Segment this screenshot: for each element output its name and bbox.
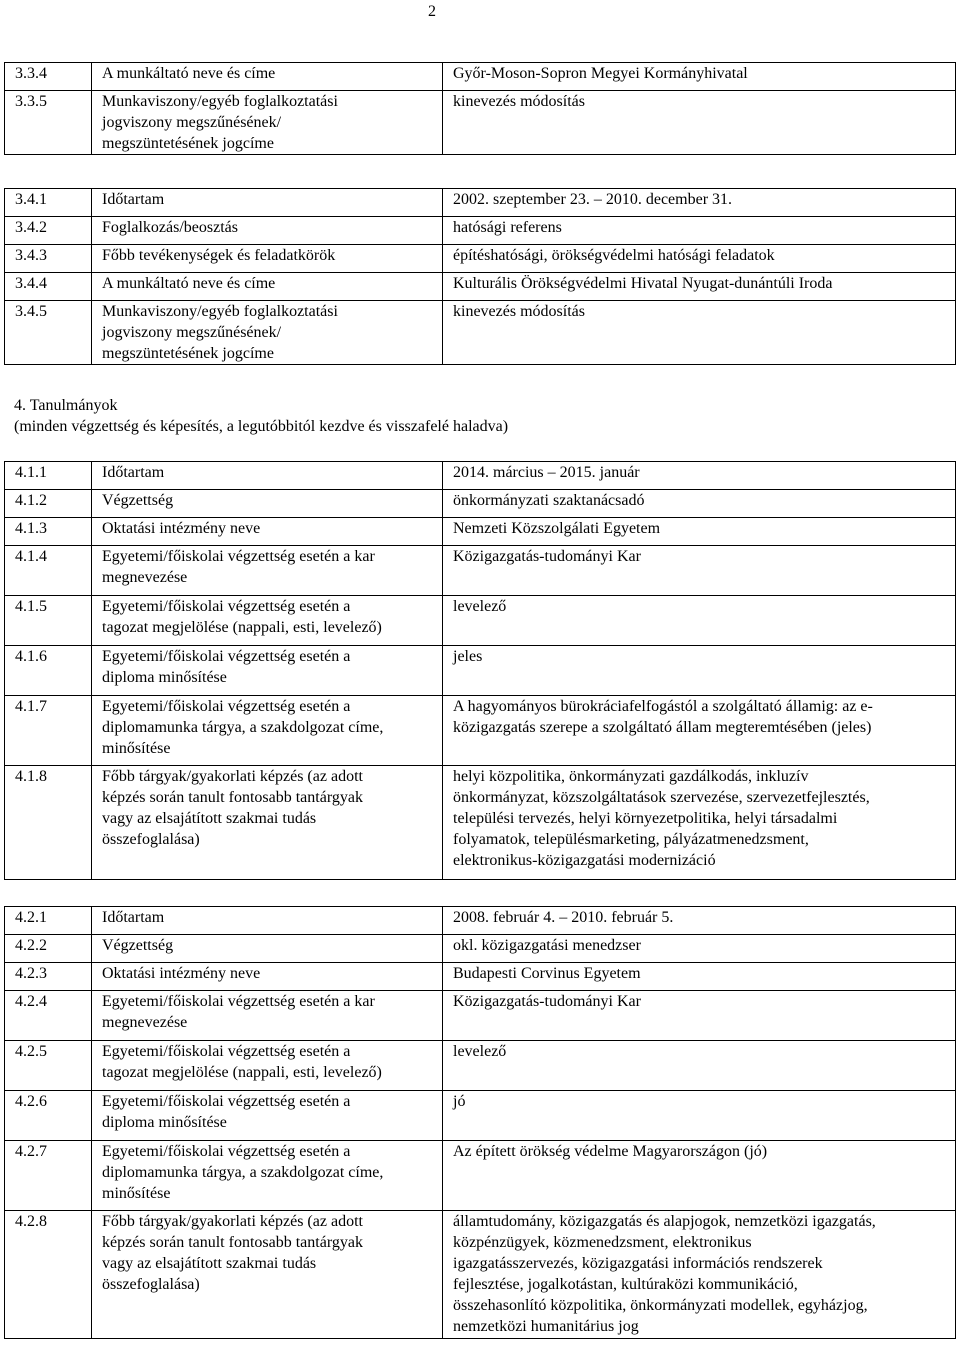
row-label: [92, 518, 443, 546]
row-value: [443, 462, 956, 490]
row-label: [92, 217, 443, 245]
table-row: [5, 646, 956, 696]
row-label: [92, 1141, 443, 1211]
label-line: A munkáltató neve és címe: [102, 65, 276, 82]
value-line: Az épített örökség védelme Magyarországon (jó): [453, 1143, 768, 1160]
row-label: [92, 963, 443, 991]
row-value: [443, 217, 956, 245]
row-value: [443, 646, 956, 696]
label-line: Főbb tevékenységek és feladatkörök: [102, 247, 336, 264]
row-value: [443, 518, 956, 546]
value-line: Kulturális Örökségvédelmi Hivatal Nyugat-dunántúli Iroda: [453, 275, 833, 292]
label-line: Munkaviszony/egyéb foglalkoztatási: [102, 303, 338, 320]
row-value: [443, 189, 956, 217]
row-label: [92, 245, 443, 273]
label-line: Munkaviszony/egyéb foglalkoztatási: [102, 93, 338, 110]
row-number: 4.1.1: [5, 462, 92, 490]
row-value: [443, 490, 956, 518]
value-line: építéshatósági, örökségvédelmi hatósági feladatok: [453, 247, 775, 264]
row-label: [92, 646, 443, 696]
value-line: összehasonlító közpolitika, önkormányzati modellek, egyházjog,: [453, 1297, 868, 1314]
value-line: hatósági referens: [453, 219, 562, 236]
label-line: Oktatási intézmény neve: [102, 965, 261, 982]
value-line: közpénzügyek, közmenedzsment, elektronikus: [453, 1234, 752, 1251]
label-line: megszüntetésének jogcíme: [102, 345, 274, 362]
value-line: közigazgatás szerepe a szolgáltató állam megteremtésében (jeles): [453, 719, 872, 736]
row-number: 4.1.6: [5, 646, 92, 696]
value-line: Közigazgatás-tudományi Kar: [453, 548, 641, 565]
table-row: [5, 1141, 956, 1211]
value-line: Budapesti Corvinus Egyetem: [453, 965, 641, 982]
row-number: 3.4.4: [5, 273, 92, 301]
label-line: Főbb tárgyak/gyakorlati képzés (az adott: [102, 768, 363, 785]
value-line: jeles: [453, 648, 483, 665]
row-label: [92, 907, 443, 935]
row-number: 4.1.2: [5, 490, 92, 518]
table-row: [5, 1041, 956, 1091]
table-row: [5, 907, 956, 935]
row-label: [92, 596, 443, 646]
value-line: kinevezés módosítás: [453, 303, 585, 320]
row-value: [443, 766, 956, 880]
employment-table-3-4: [4, 188, 956, 365]
row-value: [443, 301, 956, 365]
label-line: Időtartam: [102, 191, 165, 208]
row-number: 4.1.4: [5, 546, 92, 596]
label-line: összefoglalása): [102, 831, 200, 848]
value-line: elektronikus-közigazgatási modernizáció: [453, 852, 716, 869]
row-value: [443, 596, 956, 646]
page-number: 2: [428, 3, 436, 20]
value-line: okl. közigazgatási menedzser: [453, 937, 641, 954]
row-value: [443, 907, 956, 935]
label-line: tagozat megjelölése (nappali, esti, levelező): [102, 619, 382, 636]
label-line: Egyetemi/főiskolai végzettség esetén a: [102, 648, 351, 665]
row-number: 4.2.6: [5, 1091, 92, 1141]
label-line: képzés során tanult fontosabb tantárgyak: [102, 789, 363, 806]
employment-table-3-3: [4, 62, 956, 155]
row-number: 4.1.5: [5, 596, 92, 646]
table-row: [5, 518, 956, 546]
value-line: levelező: [453, 1043, 507, 1060]
label-line: megnevezése: [102, 569, 188, 586]
row-value: [443, 935, 956, 963]
row-value: [443, 696, 956, 766]
label-line: diplomamunka tárgya, a szakdolgozat címe,: [102, 1164, 384, 1181]
row-number: 4.2.3: [5, 963, 92, 991]
row-value: [443, 63, 956, 91]
label-line: Egyetemi/főiskolai végzettség esetén a: [102, 1043, 351, 1060]
label-line: Végzettség: [102, 937, 174, 954]
value-line: Győr-Moson-Sopron Megyei Kormányhivatal: [453, 65, 748, 82]
label-line: minősítése: [102, 740, 171, 757]
row-label: [92, 189, 443, 217]
label-line: Egyetemi/főiskolai végzettség esetén a kar: [102, 548, 375, 565]
label-line: Egyetemi/főiskolai végzettség esetén a: [102, 698, 351, 715]
section-title: 4. Tanulmányok: [14, 397, 118, 414]
label-line: vagy az elsajátított szakmai tudás: [102, 810, 317, 827]
row-number: 3.3.4: [5, 63, 92, 91]
table-row: [5, 462, 956, 490]
value-line: helyi közpolitika, önkormányzati gazdálkodás, inkluzív: [453, 768, 809, 785]
value-line: Közigazgatás-tudományi Kar: [453, 993, 641, 1010]
table-row: [5, 546, 956, 596]
row-label: [92, 696, 443, 766]
label-line: Foglalkozás/beosztás: [102, 219, 238, 236]
value-line: A hagyományos bürokráciafelfogástól a szolgáltató államig: az e-: [453, 698, 873, 715]
row-number: 4.2.2: [5, 935, 92, 963]
row-number: 3.3.5: [5, 91, 92, 155]
row-label: [92, 91, 443, 155]
row-number: 4.2.7: [5, 1141, 92, 1211]
section-subtitle: (minden végzettség és képesítés, a legutóbbitól kezdve és visszafelé haladva): [14, 418, 509, 435]
section-heading: [14, 395, 914, 437]
value-line: fejlesztése, jogalkotástan, kultúraközi kommunikáció,: [453, 1276, 798, 1293]
label-line: jogviszony megszűnésének/: [102, 114, 282, 131]
value-line: 2008. február 4. – 2010. február 5.: [453, 909, 674, 926]
table-row: [5, 91, 956, 155]
label-line: Egyetemi/főiskolai végzettség esetén a: [102, 1143, 351, 1160]
row-label: [92, 1091, 443, 1141]
label-line: Egyetemi/főiskolai végzettség esetén a: [102, 598, 351, 615]
row-value: [443, 1211, 956, 1339]
row-label: [92, 991, 443, 1041]
table-row: [5, 273, 956, 301]
row-value: [443, 546, 956, 596]
value-line: 2014. március – 2015. január: [453, 464, 640, 481]
row-value: [443, 91, 956, 155]
row-label: [92, 1041, 443, 1091]
education-table-4-2: [4, 906, 956, 1339]
table-row: [5, 963, 956, 991]
row-label: [92, 766, 443, 880]
value-line: települési tervezés, helyi környezetpolitika, helyi társadalmi: [453, 810, 838, 827]
row-number: 4.2.8: [5, 1211, 92, 1339]
label-line: tagozat megjelölése (nappali, esti, levelező): [102, 1064, 382, 1081]
table-row: [5, 217, 956, 245]
value-line: jó: [453, 1093, 466, 1110]
table-row: [5, 490, 956, 518]
row-number: 4.1.8: [5, 766, 92, 880]
row-number: 3.4.3: [5, 245, 92, 273]
label-line: diplomamunka tárgya, a szakdolgozat címe,: [102, 719, 384, 736]
label-line: diploma minősítése: [102, 1114, 227, 1131]
row-number: 4.1.7: [5, 696, 92, 766]
table-row: [5, 189, 956, 217]
row-value: [443, 963, 956, 991]
education-table-4-1: [4, 461, 956, 880]
value-line: igazgatásszervezés, közigazgatási információs rendszerek: [453, 1255, 823, 1272]
table-row: [5, 991, 956, 1041]
row-label: [92, 273, 443, 301]
table-row: [5, 596, 956, 646]
value-line: önkormányzati szaktanácsadó: [453, 492, 645, 509]
value-line: államtudomány, közigazgatás és alapjogok, nemzetközi igazgatás,: [453, 1213, 876, 1230]
table-row: [5, 1091, 956, 1141]
table-row: [5, 696, 956, 766]
label-line: Időtartam: [102, 464, 165, 481]
table-row: [5, 935, 956, 963]
table-row: [5, 1211, 956, 1339]
row-label: [92, 1211, 443, 1339]
table-row: [5, 245, 956, 273]
row-value: [443, 273, 956, 301]
value-line: Nemzeti Közszolgálati Egyetem: [453, 520, 661, 537]
row-label: [92, 63, 443, 91]
value-line: kinevezés módosítás: [453, 93, 585, 110]
label-line: képzés során tanult fontosabb tantárgyak: [102, 1234, 363, 1251]
row-label: [92, 935, 443, 963]
row-number: 3.4.1: [5, 189, 92, 217]
table-row: [5, 63, 956, 91]
label-line: Főbb tárgyak/gyakorlati képzés (az adott: [102, 1213, 363, 1230]
row-label: [92, 546, 443, 596]
row-number: 4.1.3: [5, 518, 92, 546]
label-line: Időtartam: [102, 909, 165, 926]
value-line: nemzetközi humanitárius jog: [453, 1318, 639, 1335]
label-line: Oktatási intézmény neve: [102, 520, 261, 537]
table-row: [5, 766, 956, 880]
row-number: 4.2.5: [5, 1041, 92, 1091]
label-line: Egyetemi/főiskolai végzettség esetén a: [102, 1093, 351, 1110]
label-line: Végzettség: [102, 492, 174, 509]
row-value: [443, 1091, 956, 1141]
label-line: vagy az elsajátított szakmai tudás: [102, 1255, 317, 1272]
row-label: [92, 301, 443, 365]
label-line: összefoglalása): [102, 1276, 200, 1293]
row-number: 4.2.4: [5, 991, 92, 1041]
label-line: minősítése: [102, 1185, 171, 1202]
value-line: 2002. szeptember 23. – 2010. december 31.: [453, 191, 733, 208]
row-number: 3.4.5: [5, 301, 92, 365]
value-line: folyamatok, településmarketing, pályázatmenedzsment,: [453, 831, 809, 848]
table-row: [5, 301, 956, 365]
row-label: [92, 462, 443, 490]
row-value: [443, 245, 956, 273]
row-number: 3.4.2: [5, 217, 92, 245]
value-line: önkormányzat, közszolgáltatások szervezése, szervezetfejlesztés,: [453, 789, 870, 806]
label-line: Egyetemi/főiskolai végzettség esetén a kar: [102, 993, 375, 1010]
label-line: A munkáltató neve és címe: [102, 275, 276, 292]
label-line: megszüntetésének jogcíme: [102, 135, 274, 152]
label-line: diploma minősítése: [102, 669, 227, 686]
row-value: [443, 991, 956, 1041]
value-line: levelező: [453, 598, 507, 615]
row-value: [443, 1141, 956, 1211]
row-number: 4.2.1: [5, 907, 92, 935]
label-line: megnevezése: [102, 1014, 188, 1031]
row-value: [443, 1041, 956, 1091]
label-line: jogviszony megszűnésének/: [102, 324, 282, 341]
row-label: [92, 490, 443, 518]
